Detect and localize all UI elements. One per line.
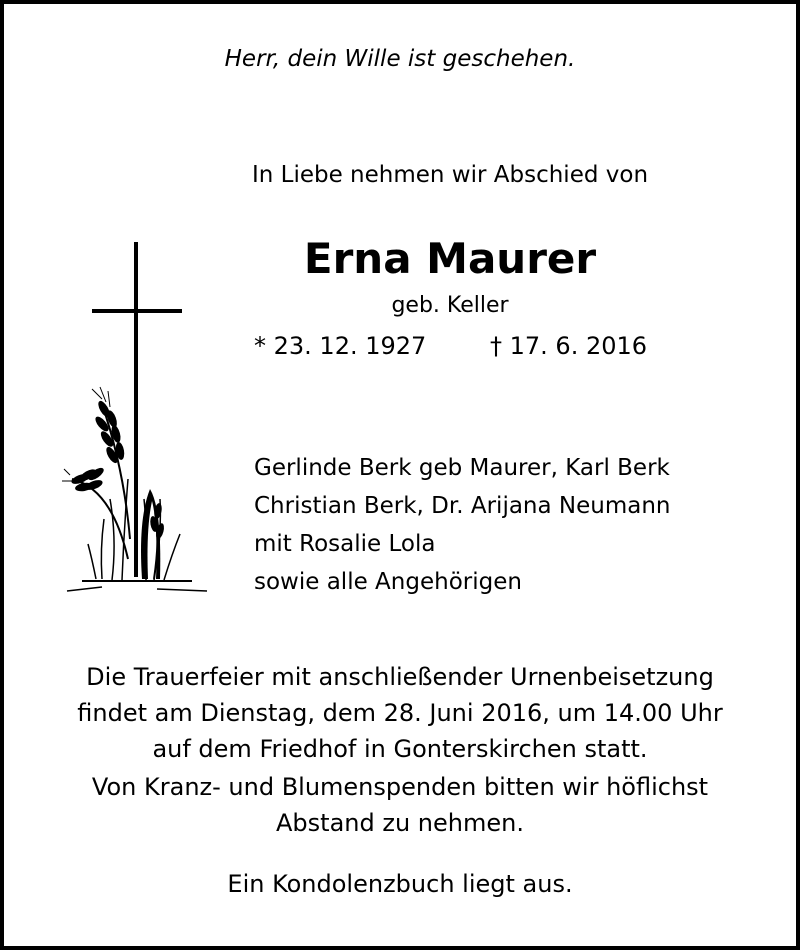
flowers-line: Von Kranz- und Blumenspenden bitten wir höflichst <box>91 773 709 801</box>
mourner-line: Gerlinde Berk geb Maurer, Karl Berk <box>254 455 670 481</box>
flowers-request <box>4 769 796 841</box>
intro-line: In Liebe nehmen wir Abschied von <box>251 162 649 188</box>
mourner-line: sowie alle Angehörigen <box>254 569 522 595</box>
birth-date: * 23. 12. 1927 <box>254 332 427 360</box>
ceremony-line: Die Trauerfeier mit anschließender Urnenbeisetzung <box>86 663 714 691</box>
mourner-line: Christian Berk, Dr. Arijana Neumann <box>254 493 671 519</box>
ceremony-text <box>4 659 796 767</box>
flowers-line: Abstand zu nehmen. <box>276 809 524 837</box>
birth-name: geb. Keller <box>391 293 509 318</box>
mourners-list <box>254 449 671 601</box>
ceremony-line: auf dem Friedhof in Gonterskirchen statt. <box>152 735 648 763</box>
guestbook-note: Ein Kondolenzbuch liegt aus. <box>227 870 573 898</box>
death-date: † 17. 6. 2016 <box>490 332 648 360</box>
motto: Herr, dein Wille ist geschehen. <box>224 46 576 72</box>
deceased-name: Erna Maurer <box>303 234 597 283</box>
ceremony-line: findet am Dienstag, dem 28. Juni 2016, um 14.00 Uhr <box>77 699 723 727</box>
mourner-line: mit Rosalie Lola <box>254 531 436 557</box>
life-dates <box>254 332 674 366</box>
